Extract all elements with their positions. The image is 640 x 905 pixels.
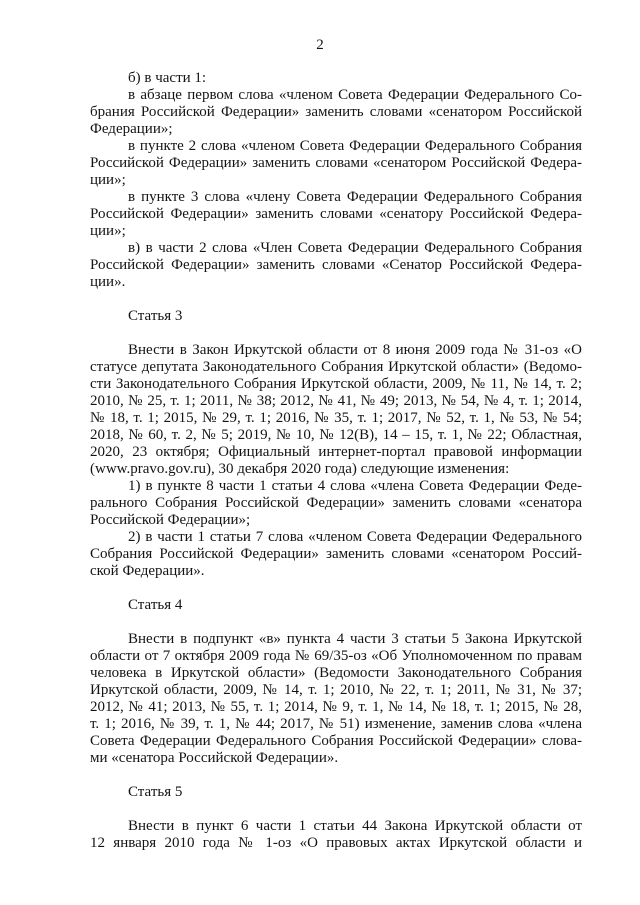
text-line: 12 января 2010 года № 1-оз «О правовых актах Иркутской области и [90,835,582,851]
text-line: Федерации»; [90,121,173,137]
article-3-title: Статья 3 [128,308,183,324]
text-line: статусе депутата Законодательного Собрания Иркутской области» (Ведомо- [90,359,582,375]
text-line: рального Собрания Российской Федерации» заменить словами «сенатора [90,495,582,511]
article-5-body [90,818,582,852]
amendment-b [90,70,582,240]
text-line: Российской Федерации» заменить словами «сенатором Российской Федера- [90,155,582,171]
text-line: т. 1; 2016, № 39, т. 1, № 44; 2017, № 51) изменение, заменив слова «члена [90,716,582,732]
text-line: Совета Федерации Федерального Собрания Российской Федерации» слова- [90,733,582,749]
text-line: сти Законодательного Собрания Иркутской области, 2009, № 11, № 14, т. 2; [90,376,582,392]
text-line: 2020, 23 октября; Официальный интернет-портал правовой информации [90,444,582,460]
article-3-body [90,342,582,580]
text-line: Российской Федерации»; [90,512,251,528]
text-line: Российской Федерации» заменить словами «сенатору Российской Федера- [90,206,582,222]
text-line: Российской Федерации» заменить словами «Сенатор Российской Федера- [90,257,582,273]
text-line: 1) в пункте 8 части 1 статьи 4 слова «члена Совета Федерации Феде- [128,478,582,494]
text-line: области от 7 октября 2009 года № 69/35-оз «Об Уполномоченном по правам [90,648,582,664]
text-line: Внести в Закон Иркутской области от 8 июня 2009 года № 31-оз «О [128,342,582,358]
text-line: ции». [90,274,126,290]
text-line: брания Российской Федерации» заменить словами «сенатором Российской [90,104,582,120]
text-line: № 18, т. 1; 2015, № 29, т. 1; 2016, № 35, т. 1; 2017, № 52, т. 1, № 53, № 54; [90,410,582,426]
text-line: в пункте 2 слова «членом Совета Федерации Федерального Собрания [128,138,582,154]
text-line: 2018, № 60, т. 2, № 5; 2019, № 10, № 12(В), 14 – 15, т. 1, № 22; Областная, [90,427,582,443]
text-line: (www.pravo.gov.ru), 30 декабря 2020 года) следующие изменения: [90,461,510,477]
text-line: человека в Иркутской области» (Ведомости Законодательного Собрания [90,665,582,681]
text-line: ми «сенатора Российской Федерации». [90,750,339,766]
text-line: 2) в части 1 статьи 7 слова «членом Совета Федерации Федерального [128,529,582,545]
article-4-body [90,631,582,767]
amendment-v [90,240,582,291]
text-line: Внести в пункт 6 части 1 статьи 44 Закона Иркутской области от [128,818,582,834]
text-line: Иркутской области, 2009, № 14, т. 1; 2010, № 22, т. 1; 2011, № 31, № 37; [90,682,582,698]
text-line: 2012, № 41; 2013, № 55, т. 1; 2014, № 9, т. 1, № 14, № 18, т. 1; 2015, № 28, [90,699,582,715]
text-line: в пункте 3 слова «члену Совета Федерации Федерального Собрания [128,189,582,205]
article-5-title: Статья 5 [128,784,183,800]
article-4-title: Статья 4 [128,597,183,613]
text-line: в абзаце первом слова «членом Совета Федерации Федерального Со- [128,87,582,103]
text-line: Собрания Российской Федерации» заменить словами «сенатором Россий- [90,546,582,562]
text-line: Внести в подпункт «в» пункта 4 части 3 статьи 5 Закона Иркутской [128,631,582,647]
page-number: 2 [316,37,324,53]
amendment-b-heading: б) в части 1: [128,70,207,86]
text-line: ции»; [90,172,126,188]
text-line: в) в части 2 слова «Член Совета Федерации Федерального Собрания [128,240,582,256]
text-line: ской Федерации». [90,563,205,579]
text-line: 2010, № 25, т. 1; 2011, № 38; 2012, № 41, № 49; 2013, № 54, № 4, т. 1; 2014, [90,393,582,409]
document-body [90,70,582,852]
text-line: ции»; [90,223,126,239]
